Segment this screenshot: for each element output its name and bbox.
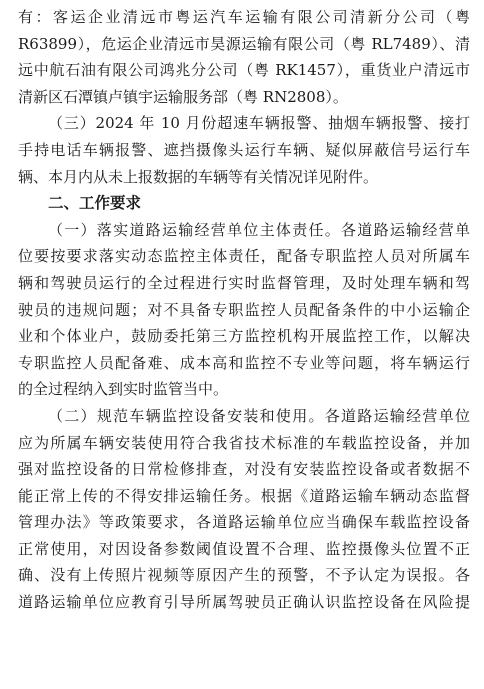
text-line: 道路运输单位应教育引导所属驾驶员正确认识监控设备在风险提 xyxy=(18,593,470,612)
section-heading xyxy=(18,190,470,217)
text-line: 强对监控设备的日常检修排查，对没有安装监控设备或者数据不 xyxy=(18,460,470,479)
document-page xyxy=(18,4,470,616)
text-line: R63899），危运企业清远市昊源运输有限公司（粤 RL7489）、清 xyxy=(18,34,470,53)
text-line: 清新区石潭镇卢镇宇运输服务部（粤 RN2808）。 xyxy=(18,87,348,106)
text-line: 辆、本月内从未上报数据的车辆等有关情况详见附件。 xyxy=(18,167,379,186)
text-line: 确、没有上传照片视频等原因产生的预警，不予认定为误报。各 xyxy=(18,566,470,585)
paragraph-item-3 xyxy=(18,110,470,190)
text-line: （三）2024 年 10 月份超速车辆报警、抽烟车辆报警、接打 xyxy=(48,114,470,133)
text-line: （一）落实道路运输经营单位主体责任。各道路运输经营单 xyxy=(48,220,470,239)
section-title: 二、工作要求 xyxy=(48,194,142,213)
text-line: 位要按要求落实动态监控主体责任，配备专职监控人员对所属车 xyxy=(18,247,470,266)
text-line: 应为所属车辆安装使用符合我省技术标准的车载监控设备，并加 xyxy=(18,433,470,452)
text-line: 能正常上传的不得安排运输任务。根据《道路运输车辆动态监督 xyxy=(18,486,470,505)
text-line: 的全过程纳入到实时监管当中。 xyxy=(18,380,229,399)
paragraph-requirement-1 xyxy=(18,217,470,403)
text-line: 业和个体业户，鼓励委托第三方监控机构开展监控工作，以解决 xyxy=(18,327,470,346)
text-line: 有：客运企业清远市粤运汽车运输有限公司清新分公司（粤 xyxy=(18,8,470,26)
text-line: 正常使用，对因设备参数阈值设置不合理、监控摄像头位置不正 xyxy=(18,539,470,558)
text-line: 远中航石油有限公司鸿兆分公司（粤 RK1457），重货业户清远市 xyxy=(18,61,470,80)
text-line: 驶员的违规问题；对不具备专职监控人员配备条件的中小运输企 xyxy=(18,300,470,319)
text-line: 辆和驾驶员运行的全过程进行实时监督管理，及时处理车辆和驾 xyxy=(18,273,470,292)
text-line: 专职监控人员配备难、成本高和监控不专业等问题，将车辆运行 xyxy=(18,353,470,372)
text-line: （二）规范车辆监控设备安装和使用。各道路运输经营单位 xyxy=(48,406,470,425)
paragraph-requirement-2 xyxy=(18,403,470,616)
text-line: 管理办法》等政策要求，各道路运输单位应当确保车载监控设备 xyxy=(18,513,470,532)
paragraph-companies-list xyxy=(18,4,470,110)
text-line: 手持电话车辆报警、遮挡摄像头运行车辆、疑似屏蔽信号运行车 xyxy=(18,140,470,159)
